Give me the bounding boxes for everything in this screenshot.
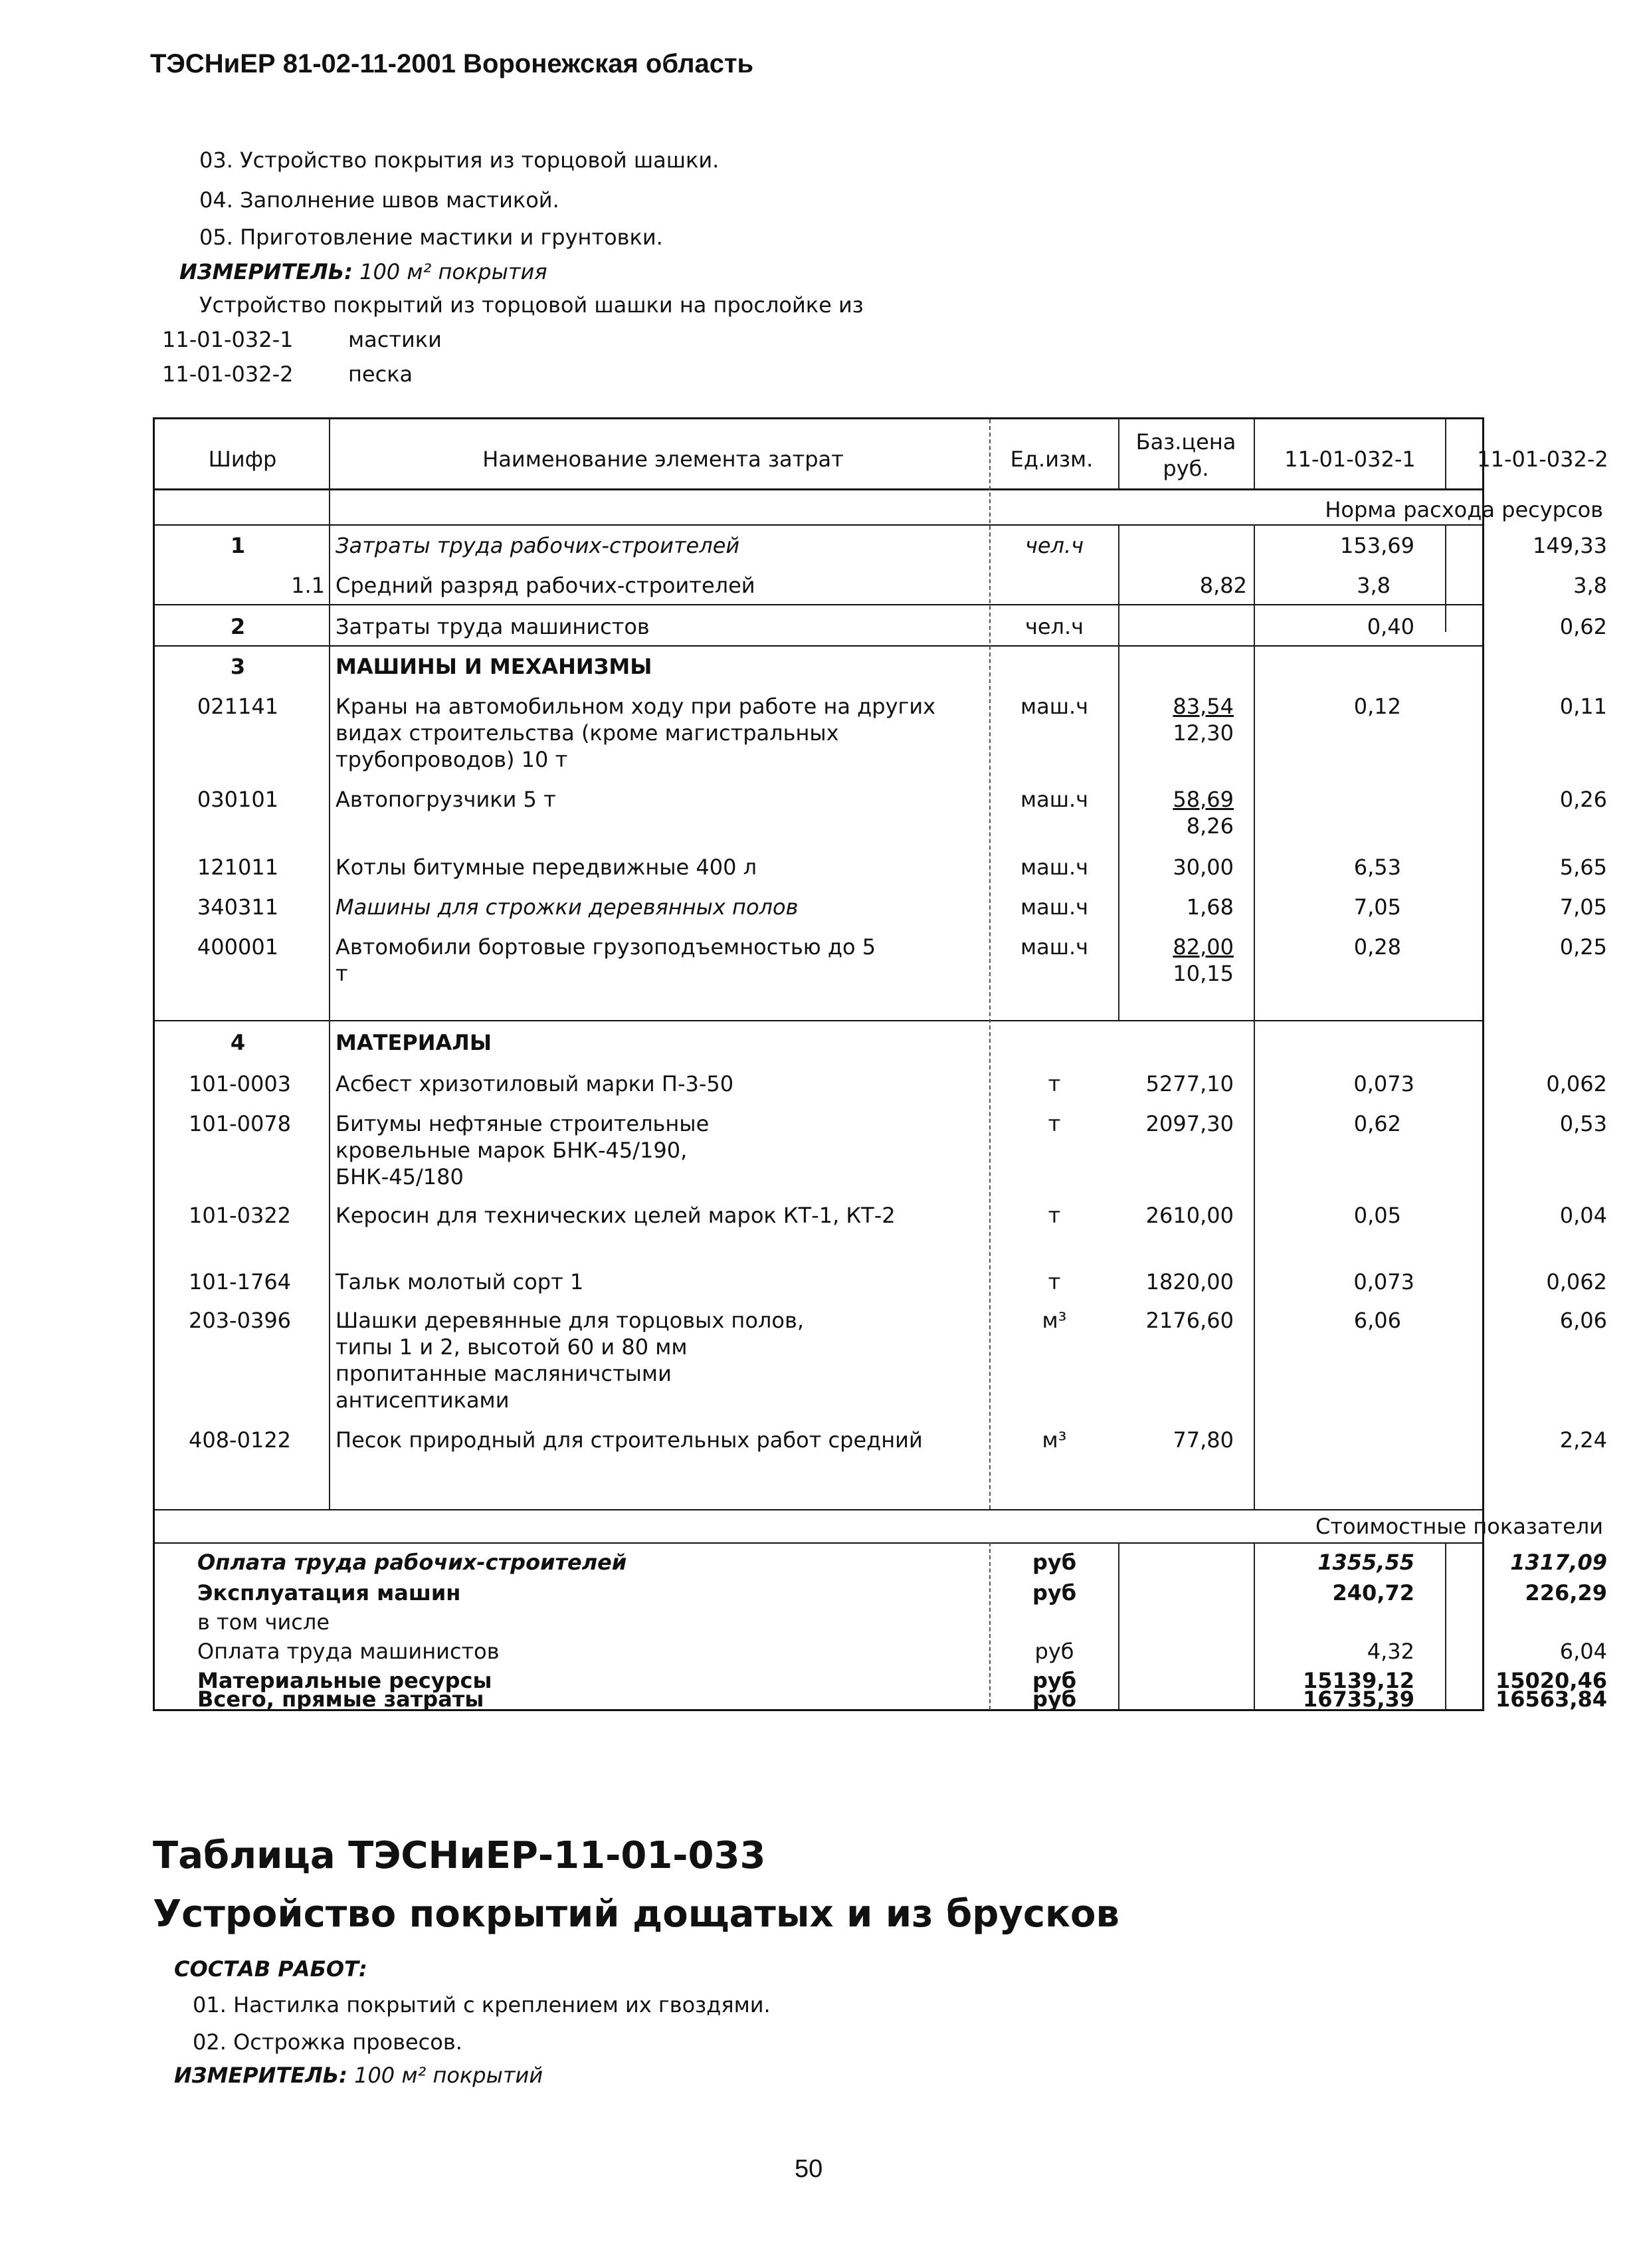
row-v2: 0,25 <box>1559 934 1607 960</box>
row-v2: 0,62 <box>1559 614 1607 639</box>
row-v2: 6,06 <box>1559 1308 1607 1333</box>
row-v1: 0,12 <box>1353 694 1401 719</box>
col-header-v1: 11-01-032-1 <box>1284 447 1416 472</box>
code-1-desc: мастики <box>348 327 442 352</box>
cost-unit: руб <box>1032 1580 1077 1605</box>
row-price: 5277,10 <box>1145 1071 1234 1096</box>
cost-unit: руб <box>1032 1687 1077 1712</box>
code-1: 11-01-032-1 <box>162 327 294 352</box>
row-name: Керосин для технических целей марок КТ-1, КТ-2 <box>336 1203 896 1228</box>
work-item-01: 01. Настилка покрытий с креплением их гвоздями. <box>193 1992 771 2017</box>
row-name: Автомобили бортовые грузоподъемностью до 5 т <box>336 934 876 986</box>
col-header-unit: Ед.изм. <box>1010 447 1094 472</box>
rule <box>1445 1542 1446 1710</box>
table-subtitle: Устройство покрытий дощатых и из брусков <box>153 1893 1119 1936</box>
rule <box>1254 1542 1255 1710</box>
rule <box>1254 524 1255 1509</box>
page-header: ТЭСНиЕР 81-02-11-2001 Воронежская область <box>150 49 754 78</box>
cost-label: Стоимостные показатели <box>1315 1514 1603 1539</box>
row-v2: 149,33 <box>1533 533 1607 558</box>
row-price-2: 10,15 <box>1173 961 1234 986</box>
cost-v1: 4,32 <box>1367 1639 1414 1664</box>
row-code: 101-1764 <box>188 1269 292 1294</box>
row-name: Затраты труда рабочих-строителей <box>336 533 740 558</box>
col-header-price: Баз.цена руб. <box>1135 429 1236 481</box>
row-v2: 0,11 <box>1559 694 1607 719</box>
norm-label: Норма расхода ресурсов <box>1325 497 1603 522</box>
rule <box>155 1509 1482 1510</box>
row-v1: 6,06 <box>1353 1308 1401 1333</box>
work-item-04: 04. Заполнение швов мастикой. <box>199 187 559 213</box>
col-header-code: Шифр <box>208 447 277 472</box>
row-name: Затраты труда машинистов <box>336 614 650 639</box>
row-unit: т <box>1048 1071 1061 1096</box>
section-code: 4 <box>230 1030 246 1055</box>
row-code: 2 <box>230 614 246 639</box>
row-unit: т <box>1048 1203 1061 1228</box>
rule <box>1445 419 1446 488</box>
row-v2: 7,05 <box>1559 894 1607 920</box>
row-price: 30,00 <box>1173 855 1234 880</box>
row-name: Песок природный для строительных работ средний <box>336 1427 923 1453</box>
row-price: 8,82 <box>1199 573 1247 598</box>
row-code: 400001 <box>197 934 279 960</box>
work-item-05: 05. Приготовление мастики и грунтовки. <box>199 225 663 250</box>
code-2-desc: песка <box>348 361 413 387</box>
resource-table <box>153 417 1608 1712</box>
row-code: 1.1 <box>291 573 325 598</box>
row-unit: м³ <box>1042 1308 1067 1333</box>
rule <box>155 645 1482 647</box>
row-name: Тальк молотый сорт 1 <box>336 1269 584 1294</box>
rule <box>155 488 1482 490</box>
cost-v2: 16563,84 <box>1495 1687 1607 1712</box>
row-unit: маш.ч <box>1020 894 1089 920</box>
row-v1: 0,62 <box>1353 1111 1401 1136</box>
page-number: 50 <box>795 2155 823 2183</box>
row-name: Машины для строжки деревянных полов <box>336 894 799 920</box>
rule <box>1118 524 1119 1020</box>
row-code: 340311 <box>197 894 279 920</box>
row-unit: маш.ч <box>1020 855 1089 880</box>
cost-unit: руб <box>1032 1668 1077 1693</box>
row-price: 2097,30 <box>1145 1111 1234 1136</box>
row-name: Битумы нефтяные строительные кровельные марок БНК-45/190, БНК-45/180 <box>336 1111 710 1189</box>
row-code: 101-0003 <box>188 1071 292 1096</box>
rule <box>155 524 1482 526</box>
rule <box>1118 1542 1119 1710</box>
cost-name: Оплата труда машинистов <box>197 1639 500 1664</box>
cost-v1: 1355,55 <box>1317 1550 1414 1575</box>
row-unit: маш.ч <box>1020 694 1089 719</box>
row-code: 1 <box>230 533 246 558</box>
cost-v1: 16735,39 <box>1302 1687 1414 1712</box>
row-v1: 3,8 <box>1357 573 1391 598</box>
col-header-name: Наименование элемента затрат <box>482 447 844 472</box>
section-machines: МАШИНЫ И МЕХАНИЗМЫ <box>336 654 652 679</box>
row-price: 1,68 <box>1186 894 1234 920</box>
row-v2: 0,062 <box>1546 1071 1607 1096</box>
rule <box>1254 419 1255 488</box>
col-header-v2: 11-01-032-2 <box>1477 447 1608 472</box>
row-v1: 7,05 <box>1353 894 1401 920</box>
row-name: Краны на автомобильном ходу при работе на других видах строительства (кроме магистральных трубопроводов) 10 т <box>336 694 936 772</box>
row-v2: 3,8 <box>1573 573 1607 598</box>
meter-line-2 <box>174 2063 543 2088</box>
row-name: Автопогрузчики 5 т <box>336 787 556 812</box>
row-price: 58,69 <box>1173 787 1234 812</box>
row-price: 77,80 <box>1173 1427 1234 1453</box>
row-price: 83,54 <box>1173 694 1234 719</box>
cost-v2: 6,04 <box>1559 1639 1607 1664</box>
rule <box>155 1020 1482 1021</box>
row-code: 101-0322 <box>188 1203 292 1228</box>
row-v1: 0,05 <box>1353 1203 1401 1228</box>
cost-v2: 1317,09 <box>1510 1550 1607 1575</box>
row-v2: 5,65 <box>1559 855 1607 880</box>
row-code: 030101 <box>197 787 279 812</box>
cost-name: Всего, прямые затраты <box>197 1687 484 1712</box>
section-code: 3 <box>230 654 246 679</box>
row-name: Средний разряд рабочих-строителей <box>336 573 755 598</box>
cost-name: Оплата труда рабочих-строителей <box>197 1550 627 1575</box>
rule <box>155 1542 1482 1544</box>
meter-label: ИЗМЕРИТЕЛЬ: <box>179 259 353 284</box>
row-price-2: 8,26 <box>1186 813 1234 839</box>
row-unit: т <box>1048 1111 1061 1136</box>
cost-v1: 15139,12 <box>1302 1668 1414 1693</box>
code-2: 11-01-032-2 <box>162 361 294 387</box>
row-code: 408-0122 <box>188 1427 292 1453</box>
row-name: Асбест хризотиловый марки П-3-50 <box>336 1071 734 1096</box>
row-unit: маш.ч <box>1020 787 1089 812</box>
composition-label: СОСТАВ РАБОТ: <box>174 1956 367 1982</box>
row-v2: 0,26 <box>1559 787 1607 812</box>
row-price-2: 12,30 <box>1173 720 1234 746</box>
group-text: Устройство покрытий из торцовой шашки на прослойке из <box>199 292 864 318</box>
meter-value-2: 100 м² покрытий <box>354 2063 543 2088</box>
row-v2: 2,24 <box>1559 1427 1607 1453</box>
rule <box>989 419 991 1509</box>
row-price: 1820,00 <box>1145 1269 1234 1294</box>
section-materials: МАТЕРИАЛЫ <box>336 1030 492 1055</box>
row-price: 2610,00 <box>1145 1203 1234 1228</box>
meter-line <box>179 259 547 284</box>
row-v1: 0,40 <box>1367 614 1414 639</box>
row-unit: т <box>1048 1269 1061 1294</box>
cost-name: Эксплуатация машин <box>197 1580 461 1605</box>
row-code: 101-0078 <box>188 1111 292 1136</box>
cost-v2: 15020,46 <box>1495 1668 1607 1693</box>
rule <box>1118 419 1119 488</box>
rule <box>329 419 330 1509</box>
row-v2: 0,53 <box>1559 1111 1607 1136</box>
row-v2: 0,04 <box>1559 1203 1607 1228</box>
cost-name: в том числе <box>197 1609 330 1635</box>
work-item-03: 03. Устройство покрытия из торцовой шашки. <box>199 148 720 173</box>
row-unit: чел.ч <box>1024 533 1084 558</box>
meter-label-2: ИЗМЕРИТЕЛЬ: <box>174 2063 347 2088</box>
row-v1: 153,69 <box>1340 533 1414 558</box>
row-code: 121011 <box>197 855 279 880</box>
row-code: 203-0396 <box>188 1308 292 1333</box>
cost-unit: руб <box>1034 1639 1074 1664</box>
row-price: 2176,60 <box>1145 1308 1234 1333</box>
row-name: Котлы битумные передвижные 400 л <box>336 855 757 880</box>
row-unit: чел.ч <box>1024 614 1084 639</box>
row-v1: 0,073 <box>1353 1269 1414 1294</box>
cost-unit: руб <box>1032 1550 1077 1575</box>
rule <box>989 1542 991 1710</box>
row-v1: 0,073 <box>1353 1071 1414 1096</box>
cost-v1: 240,72 <box>1332 1580 1414 1605</box>
rule <box>1445 524 1446 632</box>
rule <box>155 604 1482 605</box>
cost-v2: 226,29 <box>1525 1580 1607 1605</box>
meter-value: 100 м² покрытия <box>359 259 547 284</box>
row-price: 82,00 <box>1173 934 1234 960</box>
row-code: 021141 <box>197 694 279 719</box>
row-unit: м³ <box>1042 1427 1067 1453</box>
row-v2: 0,062 <box>1546 1269 1607 1294</box>
table-title: Таблица ТЭСНиЕР-11-01-033 <box>153 1834 766 1877</box>
cost-name: Материальные ресурсы <box>197 1668 492 1693</box>
work-item-02: 02. Острожка провесов. <box>193 2029 462 2055</box>
row-v1: 6,53 <box>1353 855 1401 880</box>
row-unit: маш.ч <box>1020 934 1089 960</box>
row-v1: 0,28 <box>1353 934 1401 960</box>
row-name: Шашки деревянные для торцовых полов, типы 1 и 2, высотой 60 и 80 мм пропитанные масляничстыми антисептиками <box>336 1308 804 1413</box>
